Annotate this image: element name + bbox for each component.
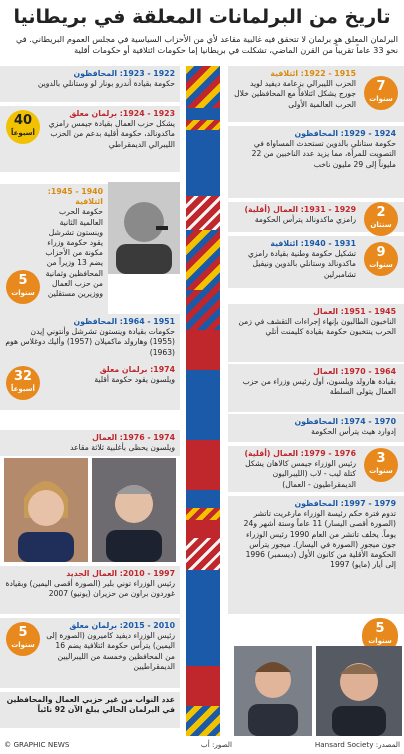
bar-lab-1964 <box>186 440 220 490</box>
duration-badge: 2 سنتان <box>364 202 398 236</box>
period-text: رامزي ماكدونالد يترأس الحكومة <box>254 215 356 225</box>
period-text: يشكل حزب العمال بقيادة جيمس رامزي ماكدونالد، حكومة أقلية بدعم من الحزب الليبرالي الديمقراطي <box>48 119 175 149</box>
bar-lab-1974 <box>186 520 220 538</box>
page-title: تاريخ من البرلمانات المعلقة في بريطانيا <box>13 6 391 28</box>
period-text: الناخبون الطالبون بإنهاء إجراءات التقشف في زمن الحرب ينتخبون حكومة بقيادة كليمنت أتلي <box>238 317 396 337</box>
duration-badge: 9 سنوات <box>364 242 398 276</box>
photo-churchill <box>108 182 180 274</box>
duration-badge: 5 سنوات <box>6 270 40 304</box>
page-subtitle: البرلمان المعلق هو برلمان لا تتحقق فيه غالبية مقاعد لأي من الأحزاب السياسية في مجلس العموم البريطاني. في نحو 33 عاماً تقريباً من القرن الماضي، تشكلت في بريطانيا إما حكومات ائتلافية أو حكومات أقلية <box>15 34 398 55</box>
photo-thatcher <box>4 458 88 562</box>
period-text: ويلسون يحظى بأغلبية ثلاثة مقاعد <box>70 443 175 453</box>
duration-badge: 5 سنوات <box>6 622 40 656</box>
period-header: 1964 - 1970: العمال <box>313 367 396 376</box>
period-header: 1931 - 1940: ائتلافية <box>270 239 356 248</box>
bar-con-1970 <box>186 490 220 508</box>
duration-badge: 32 أسبوعاً <box>6 366 40 400</box>
mp-note <box>0 692 180 728</box>
period-1974-1976 <box>0 430 180 456</box>
period-1945-1951 <box>228 304 404 362</box>
period-text: رئيس الوزراء توني بلير (الصورة أقصى اليمين) وبقيادة غوردون براون من حزيران (يونيو) 2007 <box>5 579 175 599</box>
photo-blair <box>316 646 402 736</box>
period-header: 1915 - 1922: ائتلافية <box>270 69 356 78</box>
period-header: 1974 - 1976: العمال <box>92 433 175 442</box>
duration-badge: 5 سنوات <box>362 618 398 654</box>
period-1924-1929 <box>228 126 404 198</box>
bar-hung-1923 <box>186 120 220 130</box>
photo-cameron <box>234 646 312 736</box>
note-text: عدد النواب من غير حزبي العمال والمحافظين في البرلمان الحالي يبلغ الآن 92 نائباً <box>6 695 175 715</box>
period-1970-1974 <box>228 414 404 442</box>
copyright: © GRAPHIC NEWS <box>4 740 70 749</box>
period-header: 1922 - 1923: المحافظون <box>73 69 175 78</box>
period-header: 1976 - 1979: العمال (أقلية) <box>244 449 356 458</box>
period-text: حكومة ستانلي بالدوين تستحدث المساواة في التصويت للمرأة، مما يزيد عدد الناخبين من 22 مليوناً إلى 29 مليون ناخب <box>251 139 396 169</box>
bar-coalition-1931 <box>186 230 220 290</box>
bar-con-1924 <box>186 130 220 196</box>
bar-coalition-2010 <box>186 706 220 736</box>
footer <box>4 740 400 752</box>
period-text: الحزب الليبرالي بزعامة ديفيد لويد جورج يشكل ائتلافاً مع المحافظين خلال الحرب العالمية الأولى <box>234 79 356 109</box>
timeline <box>0 66 404 736</box>
period-header: 1970 - 1974: المحافظون <box>294 417 396 426</box>
period-header: 2010 - 2015: برلمان معلق <box>69 621 175 630</box>
bar-lab-1997 <box>186 666 220 706</box>
period-header: 1940 - 1945: ائتلافية <box>47 187 103 207</box>
period-text: حكومة الحرب العالمية الثانية وينستون تشرشل يقود حكومة وزراء مكونة من الأحزاب يضم 13 وزيراً من المحافظين وثمانية من حزب العمال ووزيرين مستقلين <box>45 207 103 299</box>
period-header: 1929 - 1931: العمال (أقلية) <box>244 205 356 214</box>
period-1964-1970 <box>228 364 404 412</box>
period-header: 1945 - 1951: العمال <box>313 307 396 316</box>
period-header: 1974: برلمان معلق <box>99 365 175 374</box>
duration-badge: 40 أسبوعاً <box>6 110 40 144</box>
period-text: تدوم فترة حكم رئيسة الوزراء مارغريت تاتشر (الصورة أقصى اليسار) 11 عاماً وستة أشهر و24 يوماً. يخلف تاتشر من العام 1990 رئيس الوزراء جون ميجور (الصورة في اليسار). ميجور يترأس الحكومة الأقلية من كانون الأول (ديسمبر) 1996 إلى أيار (مايو) 1997 <box>243 509 396 570</box>
period-text: ويلسون يقود حكومة أقلية <box>94 375 175 385</box>
period-header: 1924 - 1929: المحافظون <box>294 129 396 138</box>
period-header: 1997 - 2010: العمال الجديد <box>66 569 175 578</box>
period-text: رئيس الوزراء ديفيد كاميرون (الصورة إلى اليمين) يترأس حكومة ائتلافية يضم 16 من المحافظين وخمسة من الليبراليين الديمقراطيين <box>46 631 175 671</box>
photo-credit: الصور: أب <box>200 740 232 749</box>
bar-lab-1929 <box>186 196 220 230</box>
photo-major <box>92 458 176 562</box>
bar-con-1951 <box>186 370 220 440</box>
period-text: حكومة بقيادة أندرو بونار لو وستانلي بالدوين <box>37 79 175 89</box>
period-1997-2010 <box>0 566 180 614</box>
period-1922-1923 <box>0 66 180 102</box>
duration-badge: 7 سنوات <box>364 76 398 110</box>
bar-lab-min-1976 <box>186 538 220 570</box>
bar-con-1979 <box>186 570 220 666</box>
period-text: رئيس الوزراء جيمس كالاهان يشكل كتلة ليب - لاب (الليبراليون الديمقراطيون - العمال) <box>245 459 356 489</box>
period-header: 1923 - 1924: برلمان معلق <box>69 109 175 118</box>
period-1979-1997 <box>228 496 404 614</box>
period-header: 1951 - 1964: المحافظون <box>73 317 175 326</box>
bar-lab-1945 <box>186 330 220 370</box>
period-text: بقيادة هارولد ويلسون، أول رئيس وزراء من حزب العمال يتولى السلطة <box>242 377 396 397</box>
period-header: 1979 - 1997: المحافظون <box>294 499 396 508</box>
bar-coalition-1940 <box>186 290 220 330</box>
source-credit: المصدر: Hansard Society <box>314 740 400 749</box>
bar-hung-1974 <box>186 508 220 520</box>
bar-con-1922 <box>186 108 220 120</box>
period-text: حكومات بقيادة وينستون تشرشل وأنتوني إيدن (1955) وهارولد ماكميلان (1957) وأليك دوغلاس هوم (1963) <box>5 327 175 357</box>
duration-badge: 3 سنوات <box>364 448 398 482</box>
bar-coalition-1915 <box>186 66 220 108</box>
period-text: تشكيل حكومة وطنية بقيادة رامزي ماكدونالد وستانلي بالدوين ونيفيل تشامبرلين <box>248 249 356 279</box>
period-text: إدوارد هيث يترأس الحكومة <box>311 427 396 437</box>
